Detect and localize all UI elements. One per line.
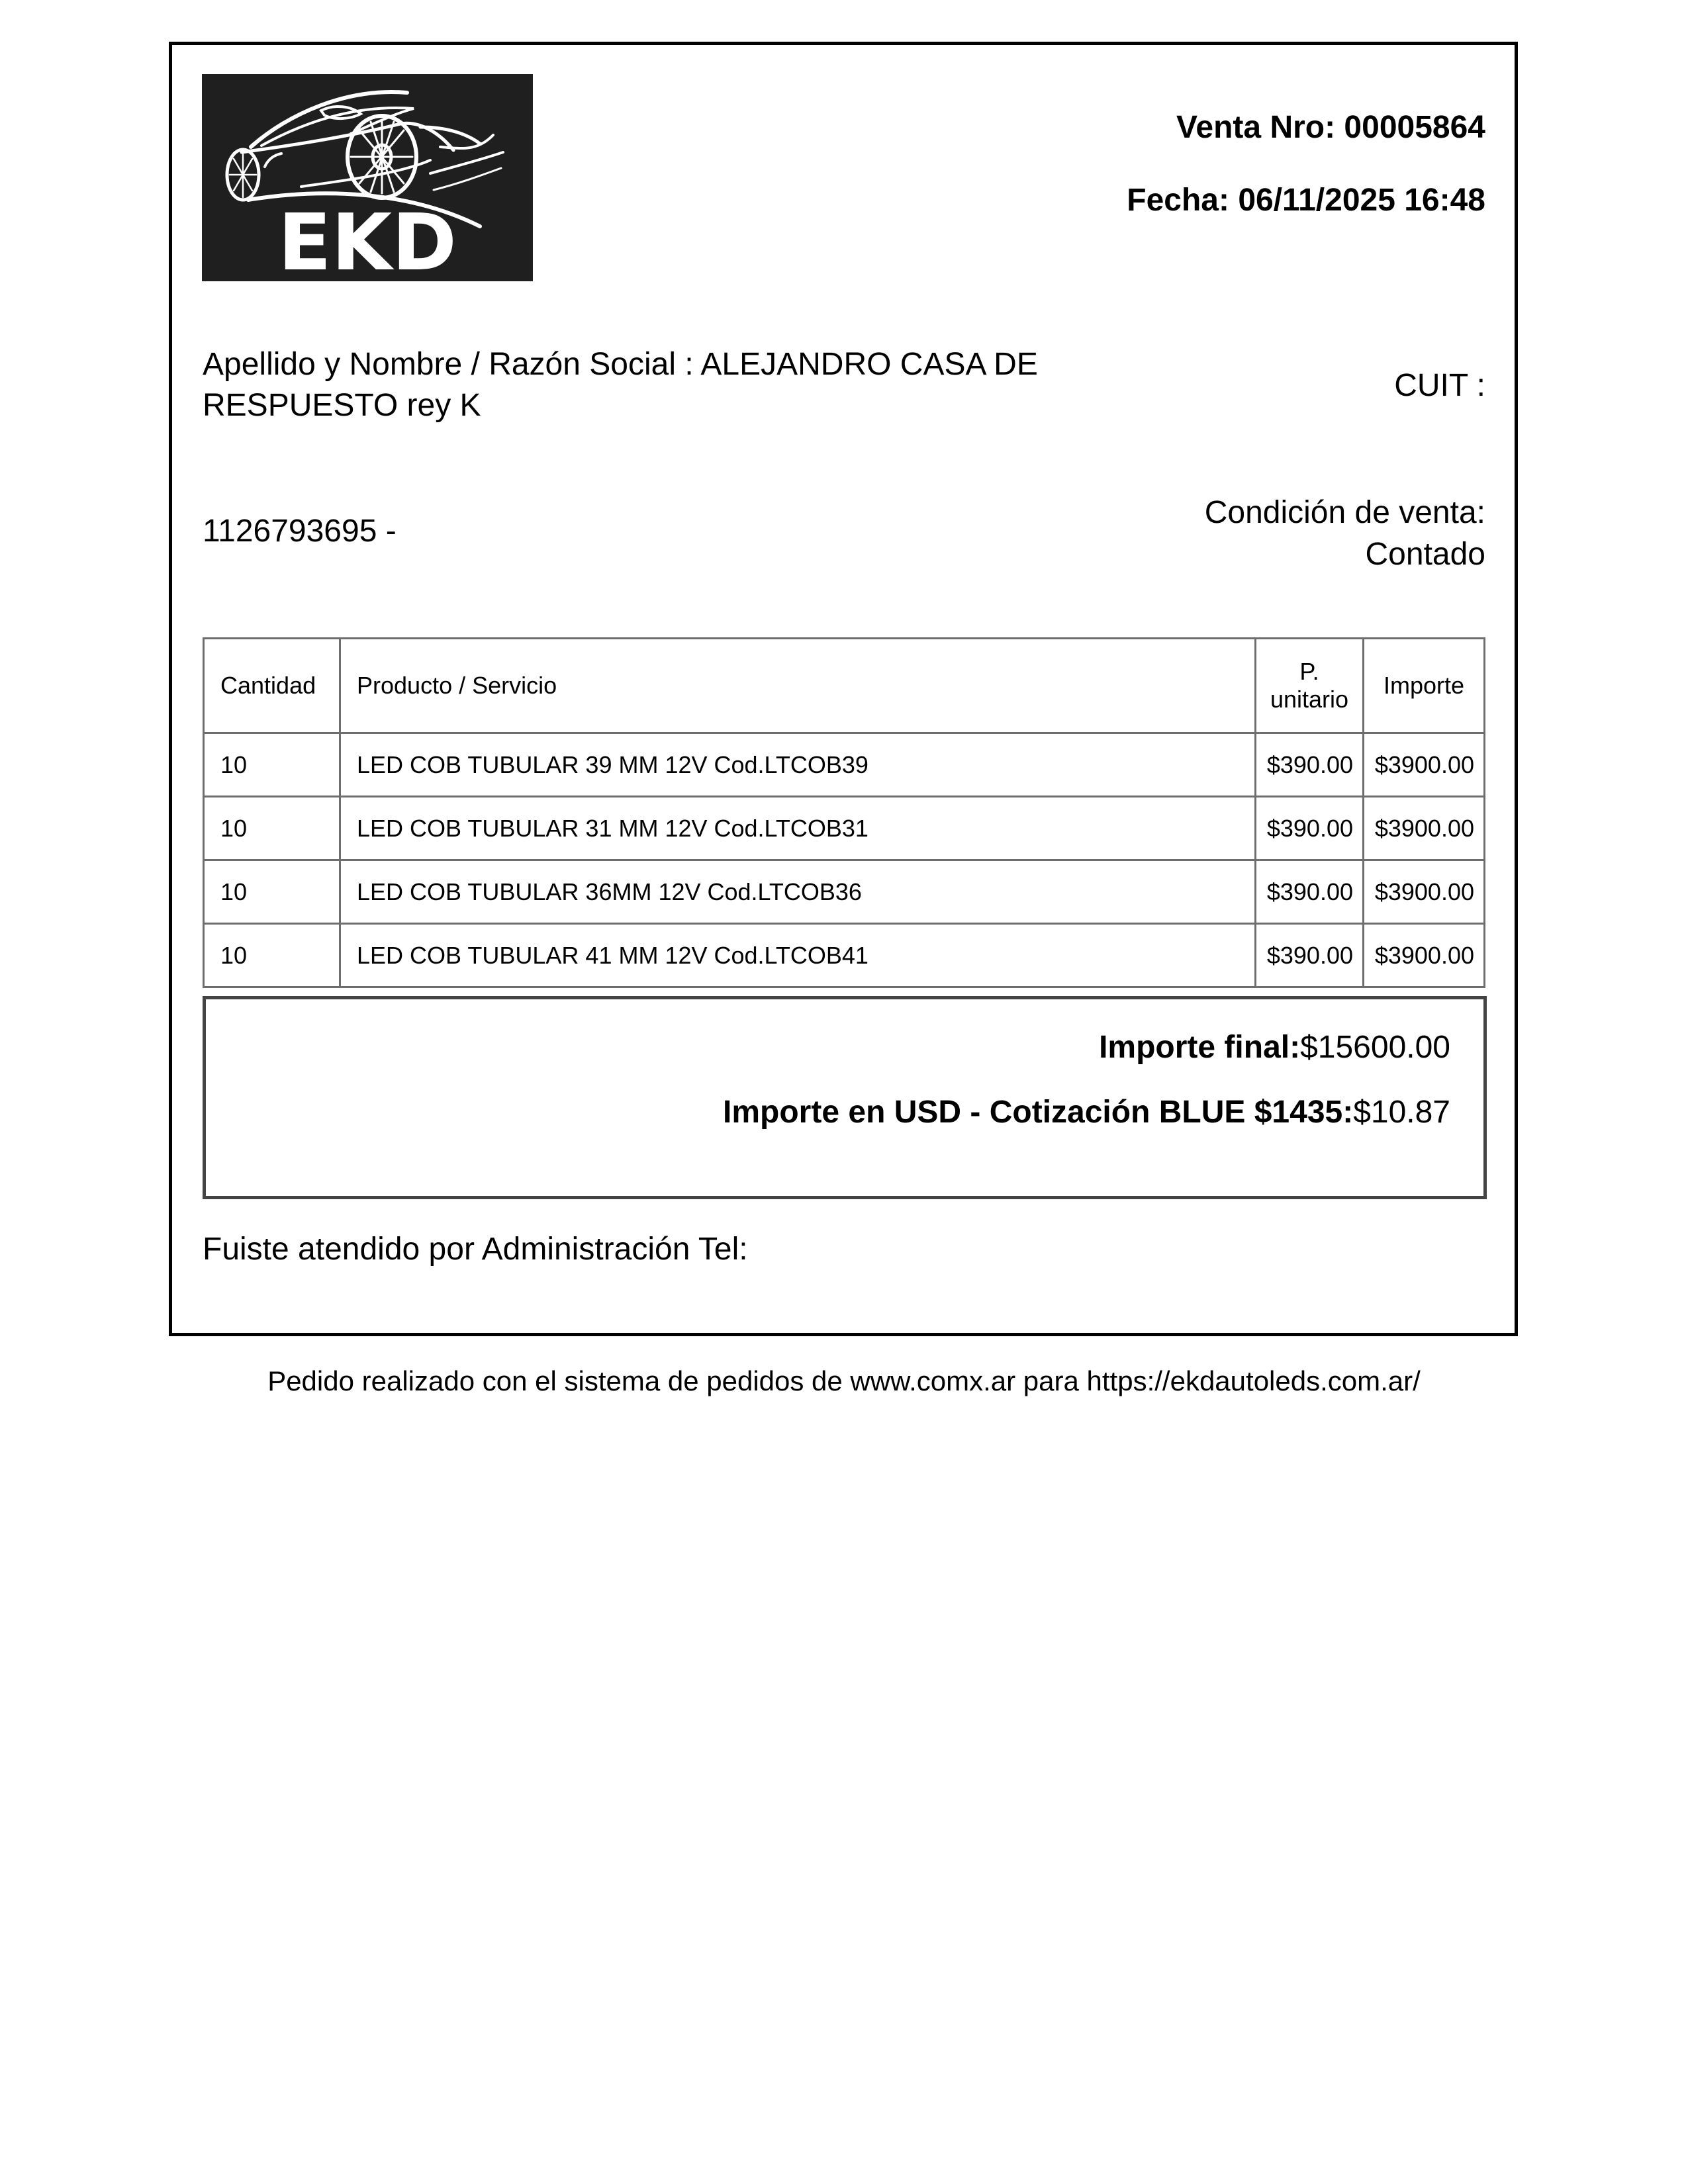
sale-condition-label: Condición de venta: — [1204, 495, 1485, 530]
cell-total: $3900.00 — [1364, 924, 1485, 987]
totals-box — [203, 996, 1487, 1199]
items-table — [203, 637, 1485, 988]
header-total: Importe — [1364, 639, 1485, 733]
attended-by: Fuiste atendido por Administración Tel: — [203, 1232, 748, 1267]
header-unit-price-line2: unitario — [1270, 686, 1349, 713]
cell-unit-price: $390.00 — [1256, 733, 1364, 797]
header-product: Producto / Servicio — [340, 639, 1256, 733]
cell-unit-price: $390.00 — [1256, 860, 1364, 924]
sale-condition — [1205, 492, 1485, 575]
final-amount — [1099, 1029, 1450, 1066]
cell-product: LED COB TUBULAR 41 MM 12V Cod.LTCOB41 — [340, 924, 1256, 987]
footer-note: Pedido realizado con el sistema de pedidos de www.comx.ar para https://ekdautoleds.com.ar/ — [267, 1365, 1421, 1396]
cell-quantity: 10 — [204, 797, 340, 860]
cell-total: $3900.00 — [1364, 797, 1485, 860]
cell-product: LED COB TUBULAR 39 MM 12V Cod.LTCOB39 — [340, 733, 1256, 797]
sale-number: Venta Nro: 00005864 — [1176, 110, 1485, 145]
cell-product: LED COB TUBULAR 31 MM 12V Cod.LTCOB31 — [340, 797, 1256, 860]
header-quantity: Cantidad — [204, 639, 340, 733]
table-row — [204, 924, 1485, 987]
final-amount-value: $15600.00 — [1300, 1030, 1450, 1065]
cell-total: $3900.00 — [1364, 733, 1485, 797]
usd-amount-value: $10.87 — [1353, 1095, 1450, 1130]
header-unit-price-line1: P. — [1299, 658, 1319, 685]
cell-quantity: 10 — [204, 860, 340, 924]
car-silhouette-icon — [202, 74, 533, 281]
usd-amount-label: Importe en USD - Cotización BLUE $1435: — [723, 1095, 1354, 1130]
logo-text: EKD — [278, 197, 457, 281]
cell-product: LED COB TUBULAR 36MM 12V Cod.LTCOB36 — [340, 860, 1256, 924]
client-phone: 1126793695 - — [203, 514, 397, 549]
client-cuit: CUIT : — [1394, 368, 1485, 403]
table-header-row — [204, 639, 1485, 733]
table-row — [204, 733, 1485, 797]
usd-amount — [723, 1094, 1450, 1131]
sale-date: Fecha: 06/11/2025 16:48 — [1127, 183, 1485, 218]
cell-quantity: 10 — [204, 733, 340, 797]
table-row — [204, 860, 1485, 924]
company-logo — [202, 74, 533, 281]
table-row — [204, 797, 1485, 860]
cell-total: $3900.00 — [1364, 860, 1485, 924]
cell-unit-price: $390.00 — [1256, 797, 1364, 860]
sale-condition-value: Contado — [1365, 537, 1485, 572]
final-amount-label: Importe final: — [1099, 1030, 1301, 1065]
cell-unit-price: $390.00 — [1256, 924, 1364, 987]
client-name: Apellido y Nombre / Razón Social : ALEJANDRO CASA DE RESPUESTO rey K — [203, 347, 1038, 423]
cell-quantity: 10 — [204, 924, 340, 987]
header-unit-price — [1256, 639, 1364, 733]
